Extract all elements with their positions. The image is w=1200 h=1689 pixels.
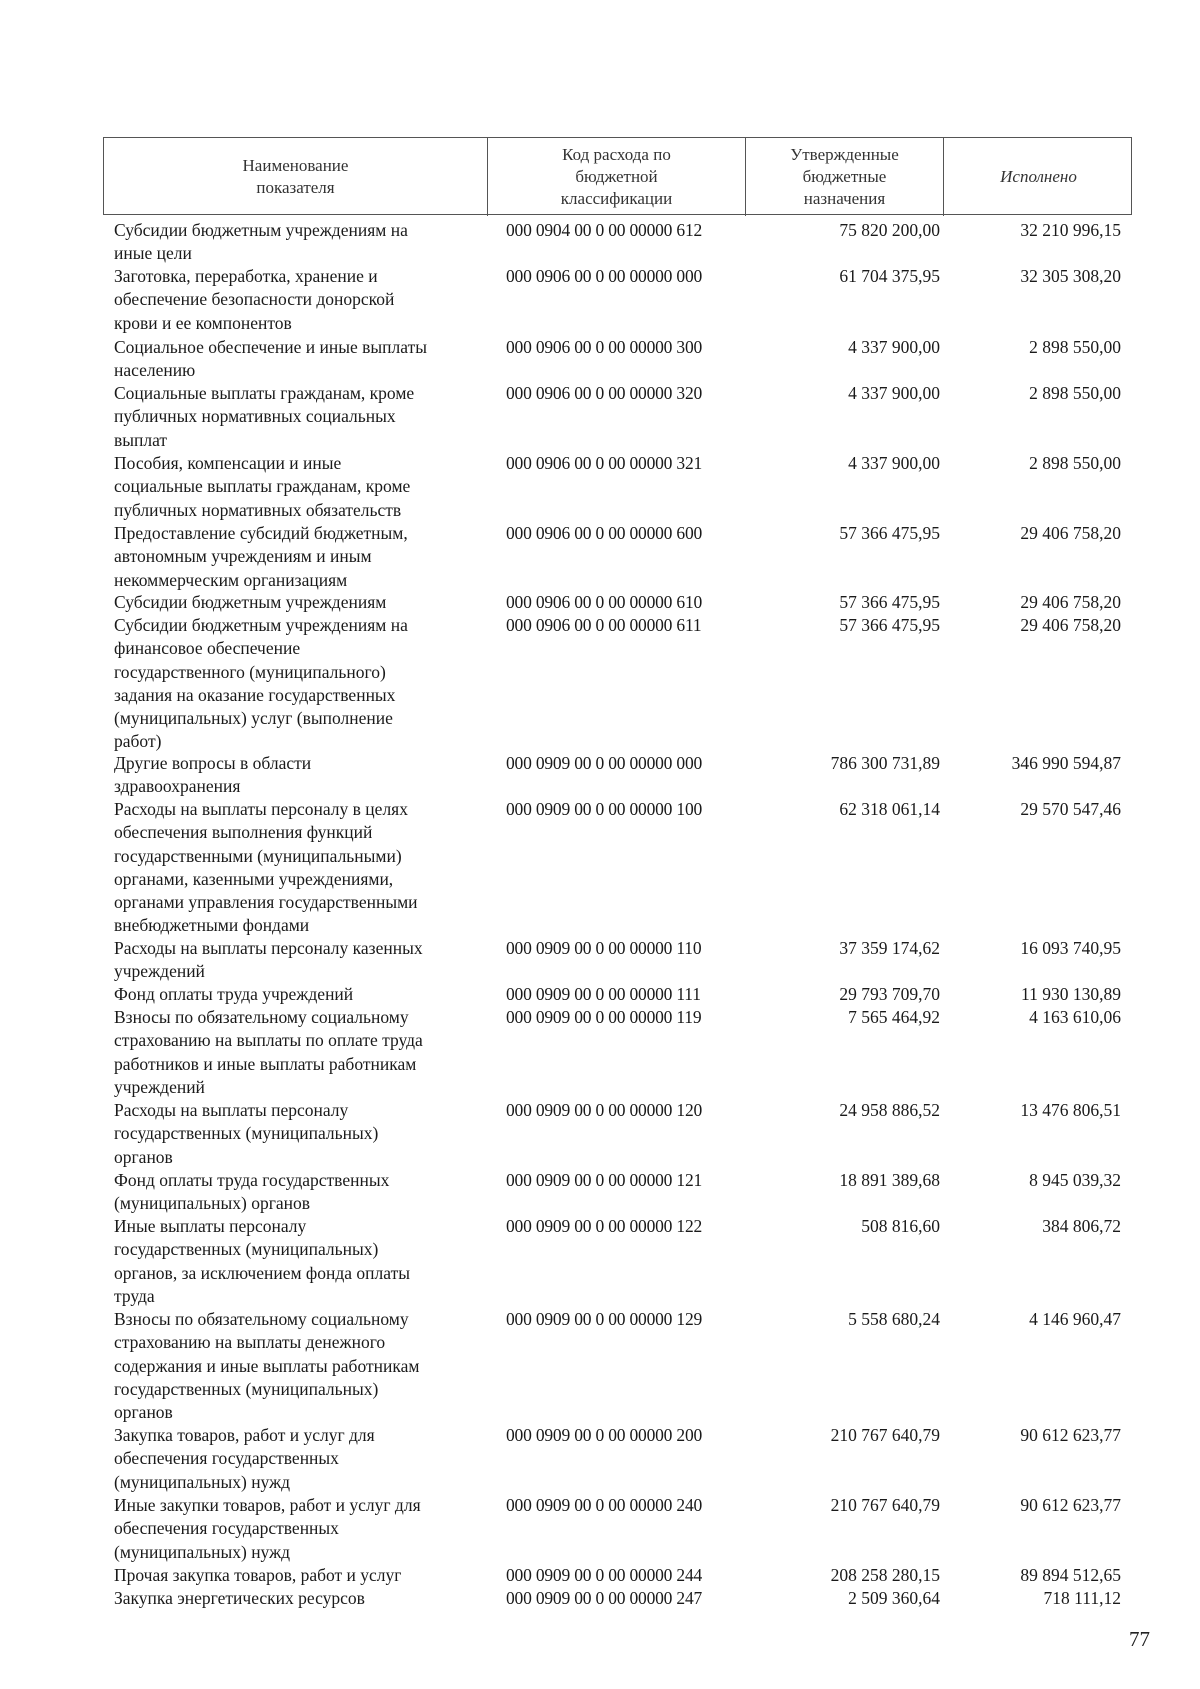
row-executed-cell: 16 093 740,95 — [1020, 938, 1121, 958]
row-executed-cell: 4 163 610,06 — [1029, 1007, 1121, 1027]
row-approved-cell: 57 366 475,95 — [839, 523, 940, 543]
row-code-cell: 000 0909 00 0 00 00000 119 — [506, 1007, 702, 1027]
row-code-cell: 000 0909 00 0 00 00000 200 — [506, 1425, 703, 1445]
row-executed-cell: 32 305 308,20 — [1020, 266, 1121, 286]
row-name-cell: Социальные выплаты гражданам, кроме публичных нормативных социальных выплат — [114, 383, 415, 450]
row-approved-cell: 210 767 640,79 — [830, 1495, 940, 1515]
row-name-cell: Взносы по обязательному социальному страхованию на выплаты по оплате труда работников и иные выплаты работникам учреждений — [114, 1007, 423, 1097]
row-executed-cell: 4 146 960,47 — [1029, 1309, 1121, 1329]
row-approved-cell: 18 891 389,68 — [839, 1170, 940, 1190]
row-code-cell: 000 0906 00 0 00 00000 320 — [506, 383, 703, 403]
header-name-column: Наименование показателя — [104, 138, 488, 216]
row-approved-cell: 75 820 200,00 — [839, 220, 940, 240]
row-code-cell: 000 0906 00 0 00 00000 600 — [506, 523, 703, 543]
row-name-cell: Субсидии бюджетным учреждениям — [114, 592, 387, 612]
row-code-cell: 000 0906 00 0 00 00000 300 — [506, 337, 703, 357]
row-approved-cell: 2 509 360,64 — [848, 1588, 940, 1608]
row-approved-cell: 4 337 900,00 — [848, 383, 940, 403]
row-approved-cell: 24 958 886,52 — [839, 1100, 940, 1120]
row-executed-cell: 346 990 594,87 — [1011, 753, 1121, 773]
row-executed-cell: 11 930 130,89 — [1021, 984, 1121, 1004]
row-code-cell: 000 0909 00 0 00 00000 121 — [506, 1170, 703, 1190]
row-executed-cell: 29 406 758,20 — [1020, 592, 1121, 612]
row-executed-cell: 29 406 758,20 — [1020, 615, 1121, 635]
row-approved-cell: 7 565 464,92 — [848, 1007, 940, 1027]
header-approved-column: Утвержденные бюджетные назначения — [746, 138, 944, 216]
row-name-cell: Фонд оплаты труда государственных (муниципальных) органов — [114, 1170, 390, 1214]
row-name-cell: Иные закупки товаров, работ и услуг для обеспечения государственных (муниципальных) нужд — [114, 1495, 421, 1562]
row-executed-cell: 8 945 039,32 — [1029, 1170, 1121, 1190]
row-approved-cell: 37 359 174,62 — [839, 938, 940, 958]
row-code-cell: 000 0909 00 0 00 00000 240 — [506, 1495, 703, 1515]
row-name-cell: Расходы на выплаты персоналу в целях обеспечения выполнения функций государственными (муниципальными) органами, казенными учреждениями, органами управления государственными внебюджетными фондами — [114, 799, 418, 936]
header-code-column: Код расхода по бюджетной классификации — [488, 138, 746, 216]
row-approved-cell: 57 366 475,95 — [839, 615, 940, 635]
row-approved-cell: 61 704 375,95 — [839, 266, 940, 286]
row-name-cell: Пособия, компенсации и иные социальные выплаты гражданам, кроме публичных нормативных обязательств — [114, 453, 411, 520]
row-code-cell: 000 0909 00 0 00 00000 100 — [506, 799, 703, 819]
row-executed-cell: 29 406 758,20 — [1020, 523, 1121, 543]
row-code-cell: 000 0906 00 0 00 00000 000 — [506, 266, 703, 286]
row-executed-cell: 90 612 623,77 — [1020, 1495, 1121, 1515]
row-name-cell: Субсидии бюджетным учреждениям на финансовое обеспечение государственного (муниципального) задания на оказание государственных (муниципальных) услуг (выполнение работ) — [114, 615, 408, 752]
row-name-cell: Субсидии бюджетным учреждениям на иные цели — [114, 220, 408, 264]
header-executed-column: Исполнено — [1000, 167, 1077, 186]
row-approved-cell: 210 767 640,79 — [830, 1425, 940, 1445]
row-name-cell: Предоставление субсидий бюджетным, автономным учреждениям и иным некоммерческим организациям — [114, 523, 408, 590]
row-approved-cell: 4 337 900,00 — [848, 453, 940, 473]
row-executed-cell: 2 898 550,00 — [1029, 453, 1121, 473]
row-executed-cell: 29 570 547,46 — [1020, 799, 1121, 819]
row-executed-cell: 2 898 550,00 — [1029, 337, 1121, 357]
row-name-cell: Фонд оплаты труда учреждений — [114, 984, 354, 1004]
row-code-cell: 000 0909 00 0 00 00000 247 — [506, 1588, 703, 1608]
row-code-cell: 000 0909 00 0 00 00000 122 — [506, 1216, 703, 1236]
row-executed-cell: 90 612 623,77 — [1020, 1425, 1121, 1445]
row-executed-cell: 89 894 512,65 — [1020, 1565, 1121, 1585]
table-header — [103, 137, 1132, 215]
row-approved-cell: 5 558 680,24 — [848, 1309, 940, 1329]
row-approved-cell: 786 300 731,89 — [830, 753, 940, 773]
row-code-cell: 000 0909 00 0 00 00000 000 — [506, 753, 703, 773]
row-approved-cell: 57 366 475,95 — [839, 592, 940, 612]
row-approved-cell: 29 793 709,70 — [839, 984, 940, 1004]
row-executed-cell: 384 806,72 — [1042, 1216, 1121, 1236]
row-code-cell: 000 0904 00 0 00 00000 612 — [506, 220, 703, 240]
row-executed-cell: 718 111,12 — [1043, 1588, 1121, 1608]
row-approved-cell: 208 258 280,15 — [830, 1565, 940, 1585]
row-name-cell: Закупка товаров, работ и услуг для обеспечения государственных (муниципальных) нужд — [114, 1425, 375, 1492]
row-code-cell: 000 0909 00 0 00 00000 120 — [506, 1100, 703, 1120]
row-name-cell: Прочая закупка товаров, работ и услуг — [114, 1565, 402, 1585]
row-code-cell: 000 0909 00 0 00 00000 110 — [506, 938, 702, 958]
row-code-cell: 000 0909 00 0 00 00000 129 — [506, 1309, 703, 1329]
row-name-cell: Социальное обеспечение и иные выплаты населению — [114, 337, 428, 381]
row-code-cell: 000 0909 00 0 00 00000 244 — [506, 1565, 703, 1585]
row-approved-cell: 4 337 900,00 — [848, 337, 940, 357]
row-executed-cell: 32 210 996,15 — [1020, 220, 1121, 240]
row-approved-cell: 508 816,60 — [861, 1216, 940, 1236]
row-name-cell: Другие вопросы в области здравоохранения — [114, 753, 312, 797]
row-executed-cell: 13 476 806,51 — [1020, 1100, 1121, 1120]
row-code-cell: 000 0906 00 0 00 00000 610 — [506, 592, 703, 612]
row-code-cell: 000 0906 00 0 00 00000 611 — [506, 615, 702, 635]
row-approved-cell: 62 318 061,14 — [839, 799, 940, 819]
row-name-cell: Взносы по обязательному социальному страхованию на выплаты денежного содержания и иные выплаты работникам государственных (муниципальных) органов — [114, 1309, 420, 1423]
row-name-cell: Закупка энергетических ресурсов — [114, 1588, 365, 1608]
page-number: 77 — [1129, 1627, 1150, 1651]
row-name-cell: Расходы на выплаты персоналу государственных (муниципальных) органов — [114, 1100, 379, 1167]
row-code-cell: 000 0909 00 0 00 00000 111 — [506, 984, 701, 1004]
row-executed-cell: 2 898 550,00 — [1029, 383, 1121, 403]
row-name-cell: Иные выплаты персоналу государственных (муниципальных) органов, за исключением фонда оплаты труда — [114, 1216, 410, 1306]
row-code-cell: 000 0906 00 0 00 00000 321 — [506, 453, 703, 473]
row-name-cell: Расходы на выплаты персоналу казенных учреждений — [114, 938, 423, 982]
row-name-cell: Заготовка, переработка, хранение и обеспечение безопасности донорской крови и ее компонентов — [114, 266, 395, 333]
